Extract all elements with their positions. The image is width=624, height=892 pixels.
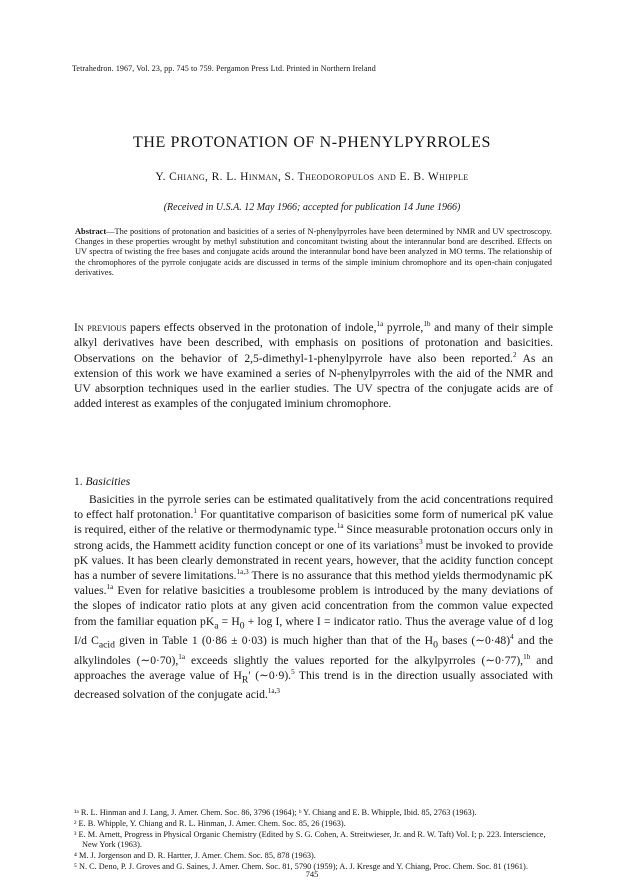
citation: 5 — [291, 668, 295, 676]
citation: 1b — [423, 320, 431, 329]
citation: 1a,3 — [236, 568, 249, 577]
subscript: a — [214, 619, 219, 631]
citation: 1a — [376, 320, 384, 329]
abstract — [75, 227, 552, 278]
body-text: and approaches the average value of H — [74, 653, 553, 682]
intro-text: As an extension of this work we have examined a series of N-phenylpyrroles with the aid of the NMR and UV absorption techniques used in the earlier studies. The UV spectra of the conjugate acids are of added interest as examples of the conjugated iminium chromophore. — [74, 351, 553, 411]
body-text: given in Table 1 (0·86 ± 0·03) is much higher than that of the H — [114, 634, 434, 648]
citation: 1 — [193, 507, 197, 516]
body-text: + log I, where I = indicator ratio. Thus the average value of d log I/d C — [74, 614, 553, 648]
subscript: R — [241, 674, 249, 686]
reference-item: ¹ᵃ R. L. Hinman and J. Lang, J. Amer. Chem. Soc. 86, 3796 (1964); ᵇ Y. Chiang and E. B. Whipple, Ibid. 85, 2763 (1963). — [74, 808, 477, 817]
citation: 2 — [512, 350, 517, 359]
reference-list — [74, 808, 553, 873]
reference-item: ² E. B. Whipple, Y. Chiang and R. L. Hinman, J. Amer. Chem. Soc. 85, 26 (1963). — [74, 818, 346, 828]
body-text: Since measurable protonation occurs only in strong acids, the Hammett acidity function concept or one of its variations — [74, 523, 553, 552]
body-text: exceeds slightly the values reported for the alkylpyrroles (∼0·77), — [185, 653, 524, 667]
citation: 1a — [178, 652, 186, 661]
body-text: Even for relative basicities a troublesome problem is introduced by the many deviations of the slopes of indicator ratio plots at any given acid concentration from the common value expected from the familiar equation pK — [74, 584, 553, 628]
intro-lead: In previous — [74, 321, 127, 334]
intro-text: pyrrole, — [383, 321, 424, 334]
subscript: 0 — [239, 619, 245, 631]
body-text: = H — [218, 614, 240, 628]
reference-item: ⁴ M. J. Jorgenson and D. R. Hartter, J. Amer. Chem. Soc. 85, 878 (1963). — [74, 851, 316, 861]
citation: 4 — [510, 633, 514, 642]
body-paragraph — [74, 492, 553, 703]
intro-text: and many of their simple alkyl derivatives have been described, with emphasis on positions of protonation and basicities. Observations on the behavior of 2,5-dimethyl-1-phenylpyrrole have also been reported. — [74, 321, 554, 365]
article-title: THE PROTONATION OF N-PHENYLPYRROLES — [132, 134, 492, 151]
journal-header: Tetrahedron. 1967, Vol. 23, pp. 745 to 759. Pergamon Press Ltd. Printed in Northern Ireland — [72, 64, 376, 73]
author-list: Y. Chiang, R. L. Hinman, S. Theodoropulos and E. B. Whipple — [155, 171, 469, 183]
body-text: ′ (∼0·9). — [248, 668, 292, 682]
intro-paragraph — [74, 320, 553, 412]
citation: 1a — [336, 522, 344, 531]
body-text: There is no assurance that this method yields thermodynamic pK values. — [74, 569, 553, 598]
intro-text: papers effects observed in the protonation of indole, — [126, 321, 377, 334]
body-text: This trend is in the direction usually associated with decreased solvation of the conjugate acid. — [74, 668, 553, 702]
received-dates: (Received in U.S.A. 12 May 1966; accepted for publication 14 June 1966) — [163, 202, 461, 213]
section-number: 1. — [74, 476, 86, 488]
body-text: must be invoked to provide pK values. It has been clearly demonstrated in recent years, however, that the acidity function concept has a number of severe limitations. — [74, 538, 553, 583]
page-number: 745 — [305, 869, 319, 879]
section-title: Basicities — [85, 476, 131, 488]
subscript: acid — [98, 639, 115, 651]
body-text: and the alkylindoles (∼0·70), — [74, 634, 553, 667]
body-text: For quantitative comparison of basicities some form of numerical pK value is required, either of the relative or thermodynamic type. — [74, 508, 554, 537]
reference-item: ⁵ N. C. Deno, P. J. Groves and G. Saines, J. Amer. Chem. Soc. 81, 5790 (1959); A. J. Kresge and Y. Chiang, Proc. Chem. Soc. 81 (1961). — [74, 861, 528, 871]
abstract-label: Abstract — [75, 227, 107, 236]
citation: 3 — [419, 537, 423, 546]
subscript: 0 — [433, 639, 438, 651]
citation: 1a — [106, 583, 114, 592]
section-heading — [74, 476, 130, 488]
citation: 1b — [523, 652, 531, 661]
body-text: Basicities in the pyrrole series can be estimated qualitatively from the acid concentrations required to effect half protonation. — [74, 493, 553, 522]
reference-item: ³ E. M. Arnett, Progress in Physical Organic Chemistry (Edited by S. G. Cohen, A. Streitwieser, Jr. and R. W. Taft) Vol. I; p. 223. Interscience, New York (1963). — [74, 829, 546, 850]
citation: 1a,3 — [267, 687, 280, 696]
abstract-text: —The positions of protonation and basicities of a series of N-phenylpyrroles have been determined by NMR and UV spectroscopy. Changes in these properties wrought by methyl substitution and concomitant twisting about the interannular bond are described. Effects on UV spectra of twisting the free bases and conjugate acids around the interannular bond have been analyzed in MO terms. The relationship of the chromophores of the pyrrole conjugate acids are discussed in terms of the simple iminium chromophore and its open-chain conjugated derivatives. — [75, 227, 552, 277]
body-text: bases (∼0·48) — [437, 634, 511, 648]
